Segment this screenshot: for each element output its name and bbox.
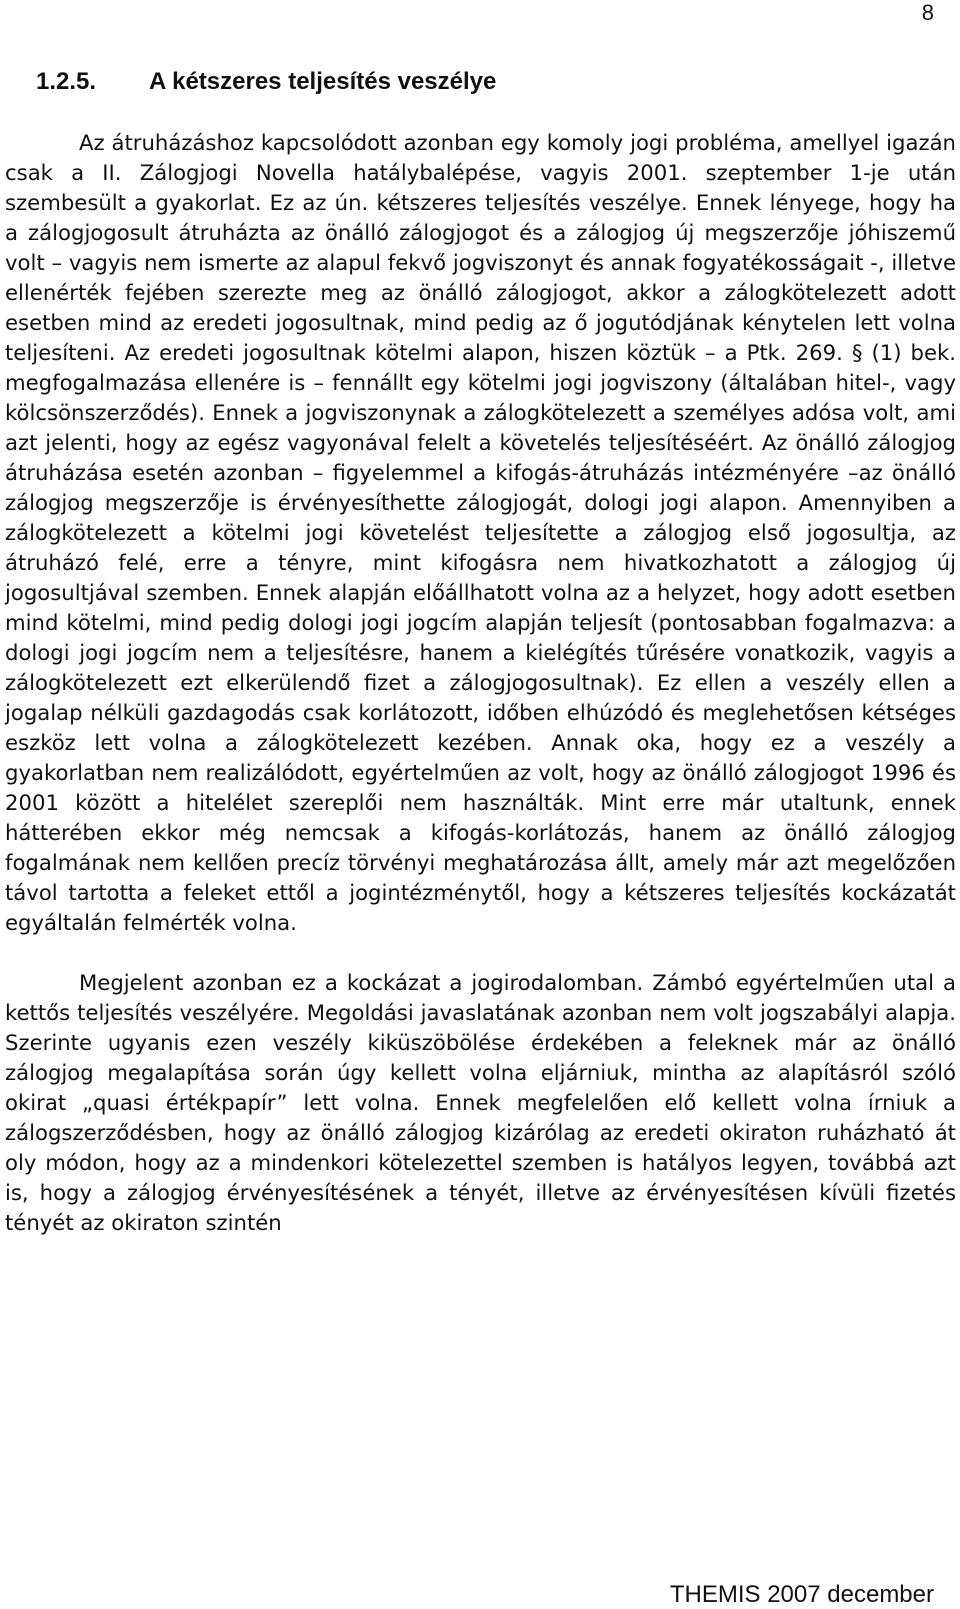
body-text [5, 128, 956, 1238]
paragraph: Megjelent azonban ez a kockázat a jogirodalomban. Zámbó egyértelműen utal a kettős teljesítés veszélyére. Megoldási javaslatának azonban nem volt jogszabályi alapja. Szerinte ugyanis ezen veszély kiküszöbölése érdekében a feleknek már az önálló zálogjog megalapítása során úgy kellett volna eljárniuk, mintha az alapításról szóló okirat „quasi értékpapír” lett volna. Ennek megfelelően elő kellett volna írniuk a zálogszerződésben, hogy az önálló zálogjog kizárólag az eredeti okiraton ruházható át oly módon, hogy az a mindenkori kötelezettel szemben is hatályos legyen, továbbá azt is, hogy a zálogjog érvényesítésének a tényét, illetve az érvényesítésen kívüli fizetés tényét az okiraton szintén [5, 970, 956, 1235]
page-number: 8 [921, 0, 934, 25]
footer-publication: THEMIS 2007 december [669, 1581, 934, 1608]
section-title: A kétszeres teljesítés veszélye [149, 68, 497, 95]
paragraph: Az átruházáshoz kapcsolódott azonban egy komoly jogi probléma, amellyel igazán csak a II. Zálogjogi Novella hatálybalépése, vagyis 2001. szeptember 1-je után szembesült a gyakorlat. Ez az ún. kétszeres teljesítés veszélye. Ennek lényege, hogy ha a zálogjogosult átruházta az önálló zálogjogot és a zálogjog új megszerzője jóhiszemű volt – vagyis nem ismerte az alapul fekvő jogviszonyt és annak fogyatékosságait -, illetve ellenérték fejében szerezte meg az önálló zálogjogot, akkor a zálogkötelezett adott esetben mind az eredeti jogosultnak, mind pedig az ő jogutódjának kénytelen lett volna teljesíteni. Az eredeti jogosultnak kötelmi alapon, hiszen köztük – a Ptk. 269. § (1) bek. megfogalmazása ellenére is – fennállt egy kötelmi jogi jogviszony (általában hitel-, vagy kölcsönszerződés). Ennek a jogviszonynak a zálogkötelezett a személyes adósa volt, ami azt jelenti, hogy az egész vagyonával felelt a követelés teljesítéséért. Az önálló zálogjog átruházása esetén azonban – figyelemmel a kifogás-átruházás intézményére –az önálló zálogjog megszerzője is érvényesíthette zálogjogát, dologi jogi alapon. Amennyiben a zálogkötelezett a kötelmi jogi követelést teljesítette a zálogjog első jogosultja, az átruházó felé, erre a tényre, mint kifogásra nem hivatkozhatott a zálogjog új jogosultjával szemben. Ennek alapján előállhatott volna az a helyzet, hogy adott esetben mind kötelmi, mind pedig dologi jogi jogcím alapján teljesít (pontosabban fogalmazva: a dologi jogi jogcím nem a teljesítésre, hanem a kielégítés tűrésére vonatkozik, vagyis a zálogkötelezett ezt elkerülendő fizet a zálogjogosultnak). Ez ellen a veszély ellen a jogalap nélküli gazdagodás csak korlátozott, időben elhúzódó és meglehetősen kétséges eszköz lett volna a zálogkötelezett kezében. Annak oka, hogy ez a veszély a gyakorlatban nem realizálódott, egyértelműen az volt, hogy az önálló zálogjogot 1996 és 2001 között a hitelélet szereplői nem használták. Mint erre már utaltunk, ennek hátterében ekkor még nemcsak a kifogás-korlátozás, hanem az önálló zálogjog fogalmának nem kellően precíz törvényi meghatározása állt, amely már azt megelőzően távol tartotta a feleket ettől a jogintézménytől, hogy a kétszeres teljesítés kockázatát egyáltalán felmérték volna. [5, 130, 956, 935]
section-heading [36, 67, 496, 97]
section-number: 1.2.5. [36, 68, 97, 95]
